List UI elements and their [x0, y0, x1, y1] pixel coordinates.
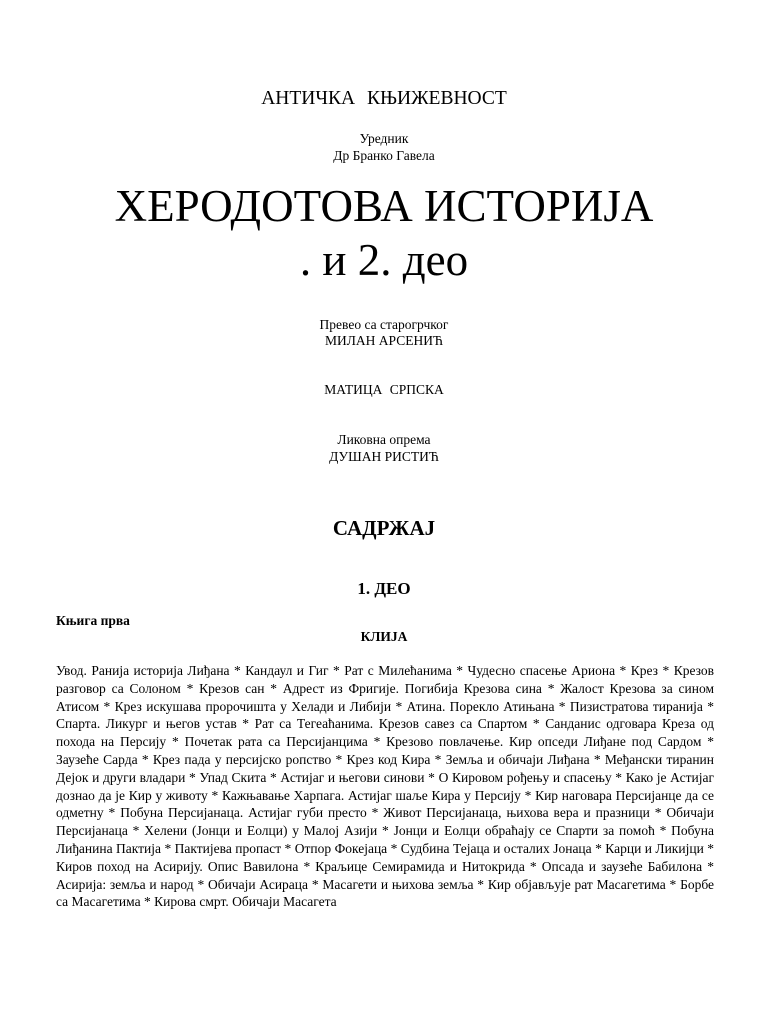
series-title: АНТИЧКА КЊИЖЕВНОСТ: [261, 88, 507, 109]
book-subtitle: . и 2. део: [299, 235, 469, 285]
book-heading: Књига прва: [56, 613, 130, 628]
book-title: ХЕРОДОТОВА ИСТОРИЈА: [114, 181, 654, 231]
chapter-heading: КЛИЈА: [360, 629, 408, 644]
editor-label: Уредник: [359, 131, 409, 146]
translator-name: МИЛАН АРСЕНИЋ: [325, 333, 443, 348]
toc-heading: САДРЖАЈ: [332, 516, 436, 540]
editor-name: Др Бранко Гавела: [333, 148, 435, 163]
art-label: Ликовна опрема: [337, 432, 431, 447]
contents-paragraph: Увод. Ранија историја Лиђана * Кандаул и Гиг * Рат с Милећанима * Чудесно спасење Ариона * Крез * Крезов разговор са Солоном * Крезов сан * Адрест из Фригије. Погибија Крезова сина * Жалост Крезова за сином Атисом * Крез искушава пророчишта у Хелади и Либији * Атина. Порекло Атињана * Пизистратова тиранија * Спарта. Ликург и његов устав * Рат са Тегеаћанима. Крезов савез са Спартом * Санданис одговара Креза од похода на Персију * Почетак рата са Персијанцима * Крезово повлачење. Кир опседи Лиђане под Сардом * Заузеће Сарда * Крез пада у персијско ропство * Крез код Кира * Земља и обичаји Лиђана * Међански тиранин Дејок и други владари * Упад Скита * Астијаг и његови синови * О Кировом рођењу и спасењу * Како је Астијаг дознао да је Кир у животу * Кажњавање Харпага. Астијаг шаље Кира у Персију * Кир наговара Персијанце да се одметну * Побуна Персијанаца. Астијаг губи престо * Живот Персијанаца, њихова вера и празници * Обичаји Персијанаца * Хелени (Јонци и Еолци) у Малој Азији * Јонци и Еолци обраћају се Спарти за помоћ * Побуна Лиђанина Пактија * Пактијева пропаст * Отпор Фокејаца * Судбина Тејаца и осталих Јонаца * Карци и Ликијци * Киров поход на Асирију. Опис Вавилона * Краљице Семирамида и Нитокрида * Опсада и заузеће Бабилона * Асирија: земља и народ * Обичаји Асираца * Масагети и њихова земља * Кир објављује рат Масагетима * Борбе са Масагетима * Кирова смрт. Обичаји Масагета: [56, 663, 714, 910]
part-heading: 1. ДЕО: [357, 579, 411, 598]
art-name: ДУШАН РИСТИЋ: [329, 449, 439, 464]
publisher-name: МАТИЦА СРПСКА: [324, 382, 444, 397]
translator-label: Превео са старогрчког: [319, 317, 449, 332]
